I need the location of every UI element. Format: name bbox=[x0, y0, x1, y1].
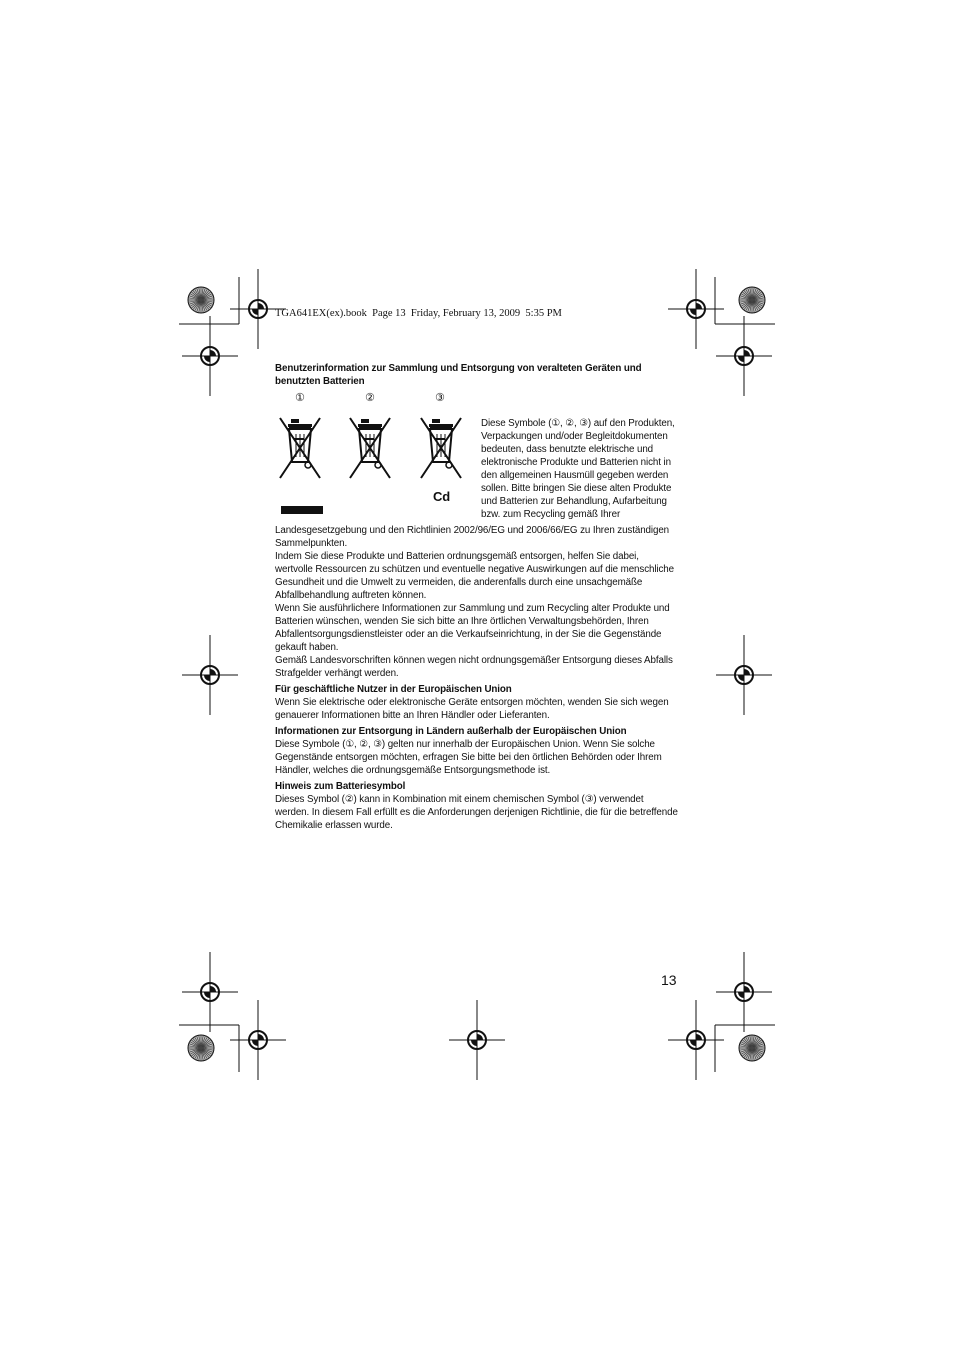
section-body-non-eu: Diese Symbole (①, ②, ③) gelten nur innerhalb der Europäischen Union. Wenn Sie solche Gegenstände entsorgen möchten, erfragen Sie bitte bei den örtlichen Behörden oder Ihrem Händler, welches die ordnungsgemäße Entsorgungsmethode ist. bbox=[275, 739, 662, 776]
symbol-label-3: ③ bbox=[435, 392, 445, 404]
page-title: Benutzerinformation zur Sammlung und Entsorgung von veralteten Geräten und benutzten Batterien bbox=[275, 363, 642, 387]
document-body bbox=[275, 362, 679, 832]
section-body-battery: Dieses Symbol (②) kann in Kombination mit einem chemischen Symbol (③) verwendet werden. In diesem Fall erfüllt es die Anforderungen derjenigen Richtlinie, die für die betreffende Chemikalie erlassen wurde. bbox=[275, 794, 678, 831]
crosshair-icon bbox=[716, 316, 772, 396]
starburst-icon bbox=[188, 1035, 214, 1061]
page-number: 13 bbox=[661, 972, 677, 988]
bin-icon bbox=[280, 418, 320, 478]
paragraph-1: Landesgesetzgebung und den Richtlinien 2002/96/EG und 2006/66/EG zu Ihren zuständigen Sammelpunkten. bbox=[275, 525, 670, 549]
black-bar-marker bbox=[281, 506, 323, 514]
crosshair-icon bbox=[716, 952, 772, 1032]
crosshair-icon bbox=[668, 269, 724, 349]
starburst-icon bbox=[739, 1035, 765, 1061]
disposal-symbols bbox=[275, 392, 481, 524]
section-body-business: Wenn Sie elektrische oder elektronische Geräte entsorgen möchten, wenden Sie sich wegen genauerer Informationen bitte an Ihren Händler oder Lieferanten. bbox=[275, 697, 669, 721]
intro-paragraph bbox=[481, 392, 679, 524]
bin-symbols-graphic bbox=[275, 408, 481, 528]
file-info-header: TGA641EX(ex).book Page 13 Friday, February 13, 2009 5:35 PM bbox=[275, 308, 562, 319]
bin-icon bbox=[421, 418, 461, 478]
starburst-icon bbox=[739, 287, 765, 313]
symbol-label-1: ① bbox=[295, 392, 305, 404]
bin-icon bbox=[350, 418, 390, 478]
paragraph-2: Indem Sie diese Produkte und Batterien ordnungsgemäß entsorgen, helfen Sie dabei, wertvolle Ressourcen zu schützen und eventuelle negative Auswirkungen auf die menschliche Gesundheit und die Umwelt zu vermeiden, die anderenfalls durch eine unsachgemäße Abfallbehandlung auftreten können. bbox=[275, 551, 675, 601]
chemical-symbol-label: Cd bbox=[433, 489, 451, 504]
crosshair-icon bbox=[668, 1000, 724, 1080]
paragraph-4: Gemäß Landesvorschriften können wegen nicht ordnungsgemäßer Entsorgung dieses Abfalls Strafgelder verhängt werden. bbox=[275, 655, 673, 679]
crosshair-icon bbox=[182, 635, 238, 715]
section-heading-business: Für geschäftliche Nutzer in der Europäischen Union bbox=[275, 684, 512, 695]
section-heading-non-eu: Informationen zur Entsorgung in Ländern außerhalb der Europäischen Union bbox=[275, 726, 627, 737]
intro-text: Diese Symbole (①, ②, ③) auf den Produkten, Verpackungen und/oder Begleitdokumenten bedeuten, dass benutzte elektrische und elektronische Produkte und Batterien nicht in den allgemeinen Hausmüll gegeben werden sollen. Bitte bringen Sie diese alten Produkte und Batterien zur Behandlung, Aufarbeitung bzw. zum Recycling gemäß Ihrer bbox=[481, 418, 675, 520]
paragraph-3: Wenn Sie ausführlichere Informationen zur Sammlung und zum Recycling alter Produkte und Batterien wünschen, wenden Sie sich bitte an Ihre örtlichen Verwaltungsbehörden, Ihren Abfallentsorgungsdienstleister oder an die Verkaufseinrichtung, in der Sie die Gegenstände gekauft haben. bbox=[275, 603, 670, 653]
section-heading-battery: Hinweis zum Batteriesymbol bbox=[275, 781, 406, 792]
crosshair-icon bbox=[449, 1000, 505, 1080]
symbol-label-2: ② bbox=[365, 392, 375, 404]
starburst-icon bbox=[188, 287, 214, 313]
symbols-intro bbox=[275, 392, 679, 524]
crosshair-icon bbox=[182, 316, 238, 396]
crosshair-icon bbox=[716, 635, 772, 715]
crosshair-icon bbox=[182, 952, 238, 1032]
crosshair-icon bbox=[230, 1000, 286, 1080]
